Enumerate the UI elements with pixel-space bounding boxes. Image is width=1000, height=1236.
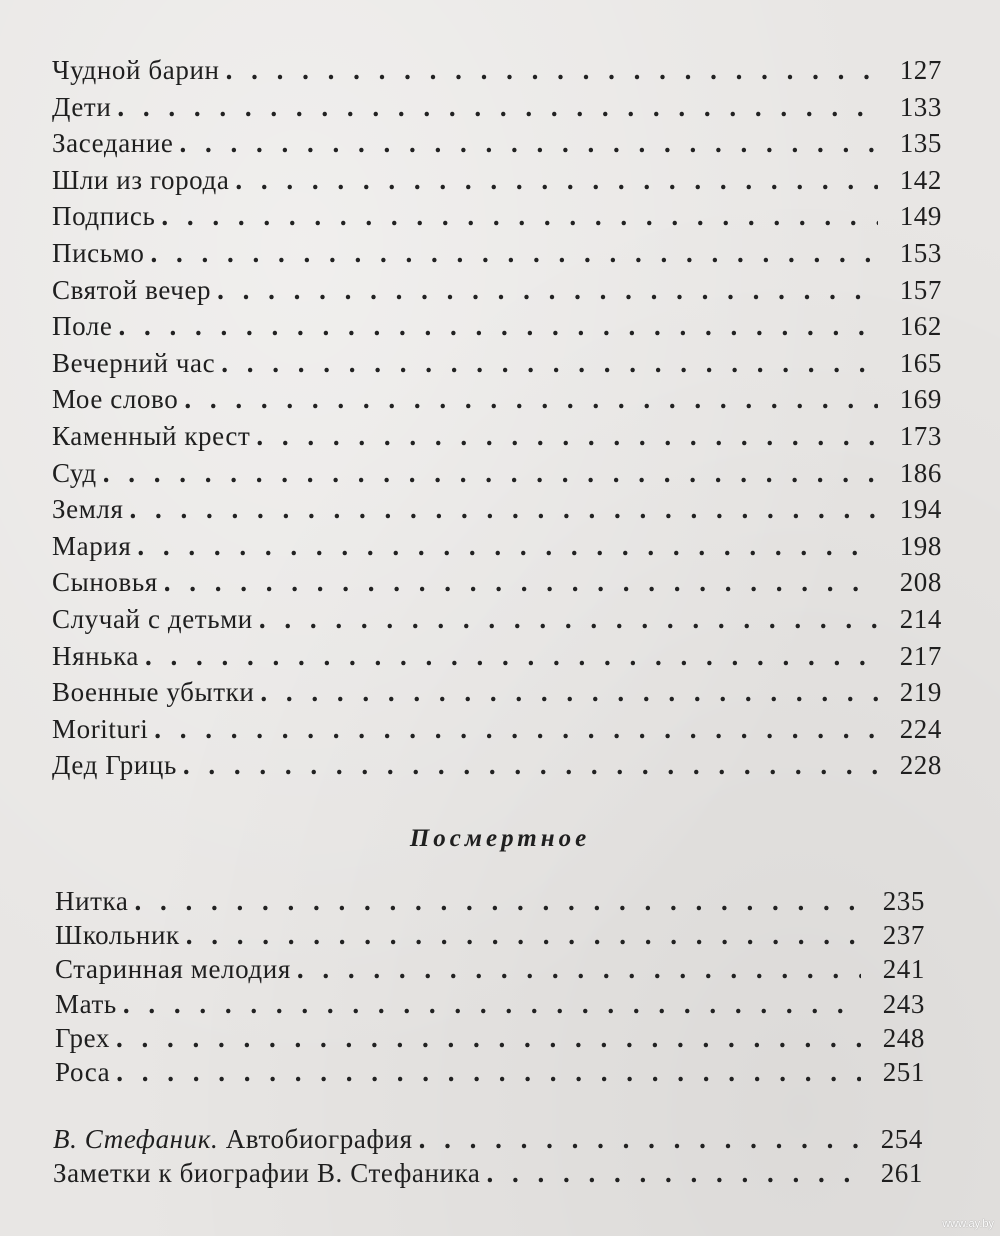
toc-entry-page-number: 165 (899, 347, 942, 378)
toc-entry-title-text: Святой вечер (52, 274, 212, 305)
toc-entry-page-number: 254 (880, 1124, 923, 1154)
toc-entry-page-number: 243 (882, 988, 925, 1019)
toc-entry-title-text: Поле (52, 311, 113, 342)
toc-entry-page-number: 149 (899, 201, 942, 232)
toc-main-list (52, 52, 942, 784)
dot-leader (256, 418, 878, 455)
toc-entry-title (52, 601, 259, 638)
toc-entry-title-text: Суд (52, 457, 97, 488)
toc-entry (52, 345, 942, 382)
toc-entry-page-number: 217 (899, 640, 942, 671)
toc-entry-title (52, 564, 164, 601)
watermark: www.ay.by (942, 1218, 994, 1230)
toc-entry-title-text: Каменный крест (52, 420, 251, 451)
toc-entry-title (52, 52, 226, 89)
toc-entry (55, 1021, 925, 1055)
toc-entry-title-text: Грех (55, 1022, 110, 1053)
toc-entry (52, 125, 942, 162)
toc-entry-page-number: 135 (899, 128, 942, 159)
dot-leader (235, 162, 878, 199)
toc-entry-page-number: 157 (899, 274, 942, 305)
toc-entry-page-number: 198 (899, 530, 942, 561)
dot-leader (419, 1122, 859, 1156)
toc-entry-title-text: Школьник (55, 920, 180, 951)
toc-entry (52, 674, 942, 711)
dot-leader (137, 528, 878, 565)
toc-posthumous-list (55, 884, 925, 1089)
toc-entry-title-text: Заседание (52, 128, 174, 159)
toc-entry-page-number: 248 (882, 1022, 925, 1053)
toc-entry-title (52, 455, 103, 492)
toc-entry (55, 918, 925, 952)
toc-entry (55, 987, 925, 1021)
toc-entry-title (55, 1055, 116, 1089)
dot-leader (184, 381, 878, 418)
toc-entry-title (52, 638, 145, 675)
toc-entry-title-text: Мое слово (52, 384, 179, 415)
toc-entry-title-text: Подпись (52, 201, 156, 232)
toc-entry (52, 162, 942, 199)
toc-entry-title (52, 162, 235, 199)
toc-entry-page-number: 133 (899, 91, 942, 122)
dot-leader (145, 638, 878, 675)
toc-entry-title (52, 272, 217, 309)
toc-entry (55, 884, 925, 918)
dot-leader (221, 345, 878, 382)
toc-entry-title (55, 952, 297, 986)
dot-leader (487, 1156, 860, 1190)
toc-entry-page-number: 169 (899, 384, 942, 415)
dot-leader (134, 884, 861, 918)
dot-leader (183, 747, 878, 784)
toc-entry-page-number: 251 (882, 1056, 925, 1087)
toc-entry-page-number: 224 (899, 713, 942, 744)
dot-leader (150, 235, 878, 272)
toc-entry-title (53, 1156, 487, 1190)
toc-entry-title-text: Мать (55, 988, 117, 1019)
dot-leader (297, 952, 861, 986)
toc-entry-title (52, 674, 260, 711)
toc-entry (52, 52, 942, 89)
toc-entry-title (52, 235, 150, 272)
toc-entry-title (55, 918, 186, 952)
toc-entry-title (52, 89, 117, 126)
toc-entry (52, 308, 942, 345)
toc-entry-title (52, 345, 221, 382)
toc-entry (52, 711, 942, 748)
toc-entry-title-text: Старинная мелодия (55, 954, 291, 985)
toc-entry-title-text: Чудной барин (52, 55, 220, 85)
toc-entry-title-text: Morituri (52, 713, 149, 744)
toc-entry (52, 491, 942, 528)
toc-entry (52, 638, 942, 675)
toc-entry (52, 528, 942, 565)
toc-entry-author: В. Стефаник. (53, 1124, 219, 1154)
toc-entry-title (55, 1021, 116, 1055)
toc-entry-page-number: 127 (899, 55, 942, 85)
toc-entry (55, 1055, 925, 1089)
toc-entry (52, 418, 942, 455)
toc-entry-title-text: Роса (55, 1056, 111, 1087)
dot-leader (186, 918, 861, 952)
section-heading: Посмертное (409, 825, 591, 852)
dot-leader (164, 564, 878, 601)
toc-entry-title (52, 711, 154, 748)
toc-entry-title-text: Сыновья (52, 567, 158, 598)
toc-entry-title-text: Нитка (55, 886, 129, 916)
dot-leader (161, 198, 878, 235)
toc-entry-title (52, 125, 179, 162)
dot-leader (119, 308, 878, 345)
dot-leader (116, 1021, 861, 1055)
toc-entry-title (52, 418, 256, 455)
toc-entry-title-text: Вечерний час (52, 347, 216, 378)
toc-entry-title-text: Мария (52, 530, 132, 561)
toc-entry (52, 272, 942, 309)
toc-entry-title-text: Дед Гриць (52, 750, 177, 781)
dot-leader (123, 987, 861, 1021)
toc-entry-title-text: Шли из города (52, 164, 230, 195)
toc-entry-title-text: Военные убытки (52, 677, 255, 708)
toc-entry-page-number: 153 (899, 237, 942, 268)
toc-entry-page-number: 173 (899, 420, 942, 451)
toc-entry-page-number: 235 (882, 886, 925, 916)
toc-entry-page-number: 162 (899, 311, 942, 342)
toc-entry-title-text: Нянька (52, 640, 139, 671)
dot-leader (117, 89, 878, 126)
toc-entry-page-number: 237 (882, 920, 925, 951)
toc-entry (52, 381, 942, 418)
toc-entry (55, 952, 925, 986)
toc-entry-title-text: Заметки к биографии В. Стефаника (53, 1158, 481, 1189)
toc-entry-title-text: Земля (52, 494, 124, 525)
toc-entry-title (52, 381, 184, 418)
toc-entry-title-text: Случай с детьми (52, 603, 253, 634)
toc-entry (53, 1156, 923, 1190)
toc-entry-title (53, 1122, 419, 1156)
toc-entry-page-number: 241 (882, 954, 925, 985)
dot-leader (116, 1055, 861, 1089)
toc-entry-title (52, 308, 119, 345)
dot-leader (217, 272, 878, 309)
toc-entry-page-number: 228 (899, 750, 942, 781)
dot-leader (260, 674, 878, 711)
toc-entry (53, 1122, 923, 1156)
toc-entry (52, 455, 942, 492)
dot-leader (179, 125, 878, 162)
toc-entry-page-number: 219 (899, 677, 942, 708)
toc-entry-page-number: 208 (899, 567, 942, 598)
dot-leader (226, 52, 878, 89)
toc-entry-title-text: Автобиография (225, 1124, 413, 1154)
toc-entry-title-text: Дети (52, 91, 112, 122)
toc-entry (52, 747, 942, 784)
toc-entry (52, 235, 942, 272)
toc-entry (52, 601, 942, 638)
dot-leader (103, 455, 878, 492)
toc-entry-page-number: 142 (899, 164, 942, 195)
toc-entry-title (52, 528, 137, 565)
toc-appendix-list (53, 1122, 923, 1190)
toc-entry-title (52, 198, 161, 235)
dot-leader (154, 711, 878, 748)
toc-entry-page-number: 186 (899, 457, 942, 488)
toc-entry-title (52, 491, 130, 528)
toc-entry (52, 89, 942, 126)
toc-entry-title (52, 747, 183, 784)
toc-entry (52, 564, 942, 601)
dot-leader (130, 491, 879, 528)
toc-entry-page-number: 214 (899, 603, 942, 634)
toc-entry-title (55, 987, 123, 1021)
toc-entry-page-number: 261 (880, 1158, 923, 1189)
toc-entry (52, 198, 942, 235)
dot-leader (259, 601, 878, 638)
toc-entry-title (55, 884, 134, 918)
toc-entry-title-text: Письмо (52, 237, 145, 268)
toc-entry-page-number: 194 (899, 494, 942, 525)
